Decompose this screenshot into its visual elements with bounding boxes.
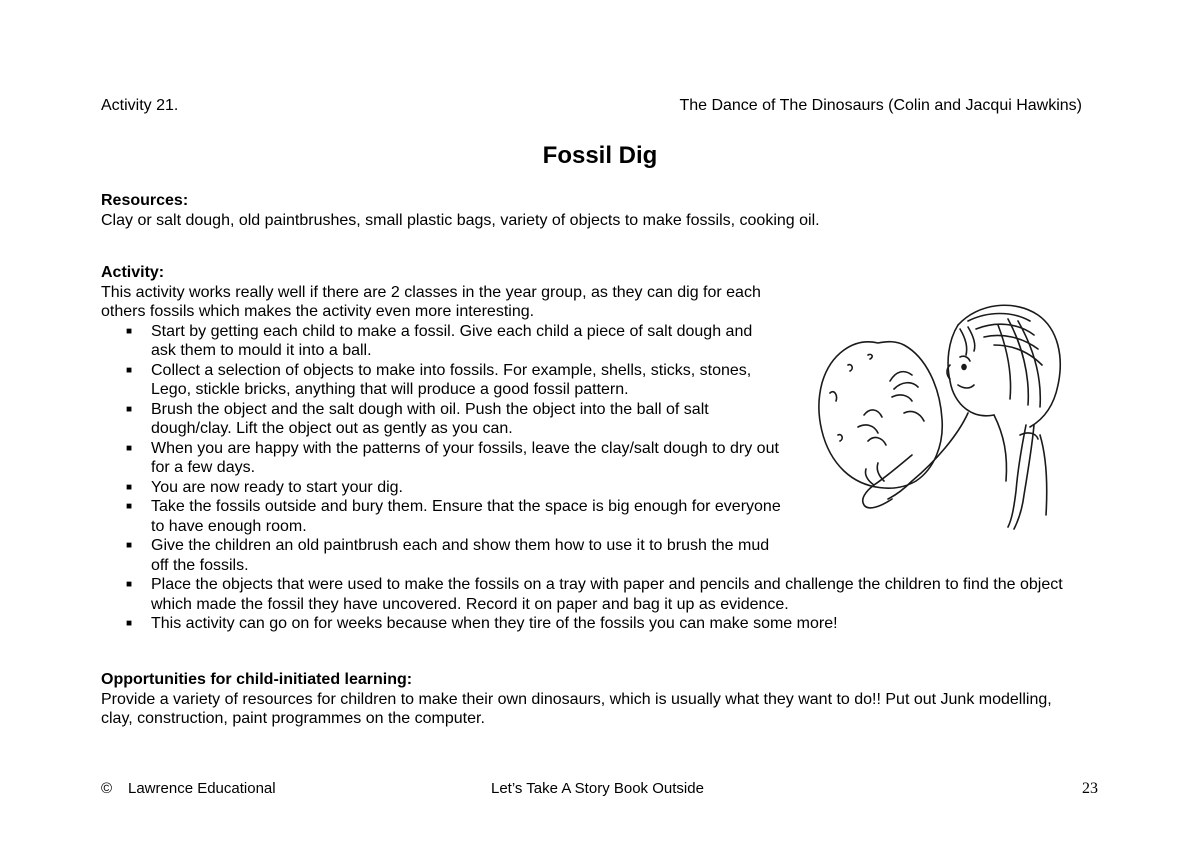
page-title: Fossil Dig: [542, 142, 658, 169]
bullet-icon: ■: [126, 403, 133, 415]
list-item: [101, 497, 781, 536]
bullet-icon: ■: [126, 579, 133, 590]
bullet-icon: ■: [126, 618, 133, 629]
footer-publisher: [101, 779, 276, 798]
step-text: Take the fossils outside and bury them. Ensure that the space is big enough for everyone to have enough room.: [151, 498, 781, 535]
bullet-icon: ■: [126, 501, 133, 512]
opportunities-heading: Opportunities for child-initiated learning:: [101, 671, 413, 688]
opportunities-section: [101, 670, 1061, 729]
bullet-icon: ■: [126, 540, 133, 551]
page-number: 23: [1082, 780, 1098, 797]
list-item: [101, 478, 781, 498]
resources-section: [101, 191, 1101, 230]
step-text: Place the objects that were used to make the fossils on a tray with paper and pencils and challenge the children to find the object which made the fossil they have uncovered. Record it on paper and bag it up as evidence.: [151, 576, 1063, 613]
step-text: You are now ready to start your dig.: [151, 478, 403, 496]
resources-text: Clay or salt dough, old paintbrushes, small plastic bags, variety of objects to make fossils, cooking oil.: [101, 211, 820, 229]
list-item: [101, 400, 781, 439]
bullet-icon: ■: [126, 442, 133, 454]
opportunities-text: Provide a variety of resources for children to make their own dinosaurs, which is usually what they want to do!! Put out Junk modelling, clay, construction, paint programmes on the computer.: [101, 690, 1052, 727]
list-item: [101, 361, 781, 400]
bullet-icon: ■: [126, 364, 133, 376]
step-text: Give the children an old paintbrush each and show them how to use it to brush the mud off the fossils.: [151, 537, 770, 574]
step-text: When you are happy with the patterns of your fossils, leave the clay/salt dough to dry out for a few days.: [151, 439, 779, 476]
copyright-icon: ©: [101, 780, 113, 797]
step-text: This activity can go on for weeks because when they tire of the fossils you can make some more!: [151, 615, 838, 632]
list-item: [101, 536, 781, 575]
activity-heading: Activity:: [101, 264, 165, 281]
bullet-icon: ■: [126, 325, 133, 337]
activity-intro: This activity works really well if there are 2 classes in the year group, as they can dig for each others fossils which makes the activity even more interesting.: [101, 283, 761, 320]
step-text: Start by getting each child to make a fossil. Give each child a piece of salt dough and ask them to mould it into a ball.: [151, 322, 753, 359]
child-holding-fossil-sketch-icon: [808, 285, 1068, 535]
list-item: [101, 575, 1091, 614]
step-text: Collect a selection of objects to make into fossils. For example, shells, sticks, stones, Lego, stickle bricks, anything that will produce a good fossil pattern.: [151, 361, 752, 398]
activity-number: Activity 21.: [101, 97, 179, 114]
publisher-name: Lawrence Educational: [128, 780, 276, 797]
step-text: Brush the object and the salt dough with oil. Push the object into the ball of salt dough/clay. Lift the object out as gently as you can.: [151, 400, 709, 437]
list-item: [101, 614, 1091, 634]
list-item: [101, 322, 781, 361]
bullet-icon: ■: [126, 481, 133, 493]
book-reference: The Dance of The Dinosaurs (Colin and Jacqui Hawkins): [679, 97, 1082, 114]
resources-heading: Resources:: [101, 192, 189, 209]
footer-book-title: Let’s Take A Story Book Outside: [491, 780, 704, 797]
list-item: [101, 439, 781, 478]
